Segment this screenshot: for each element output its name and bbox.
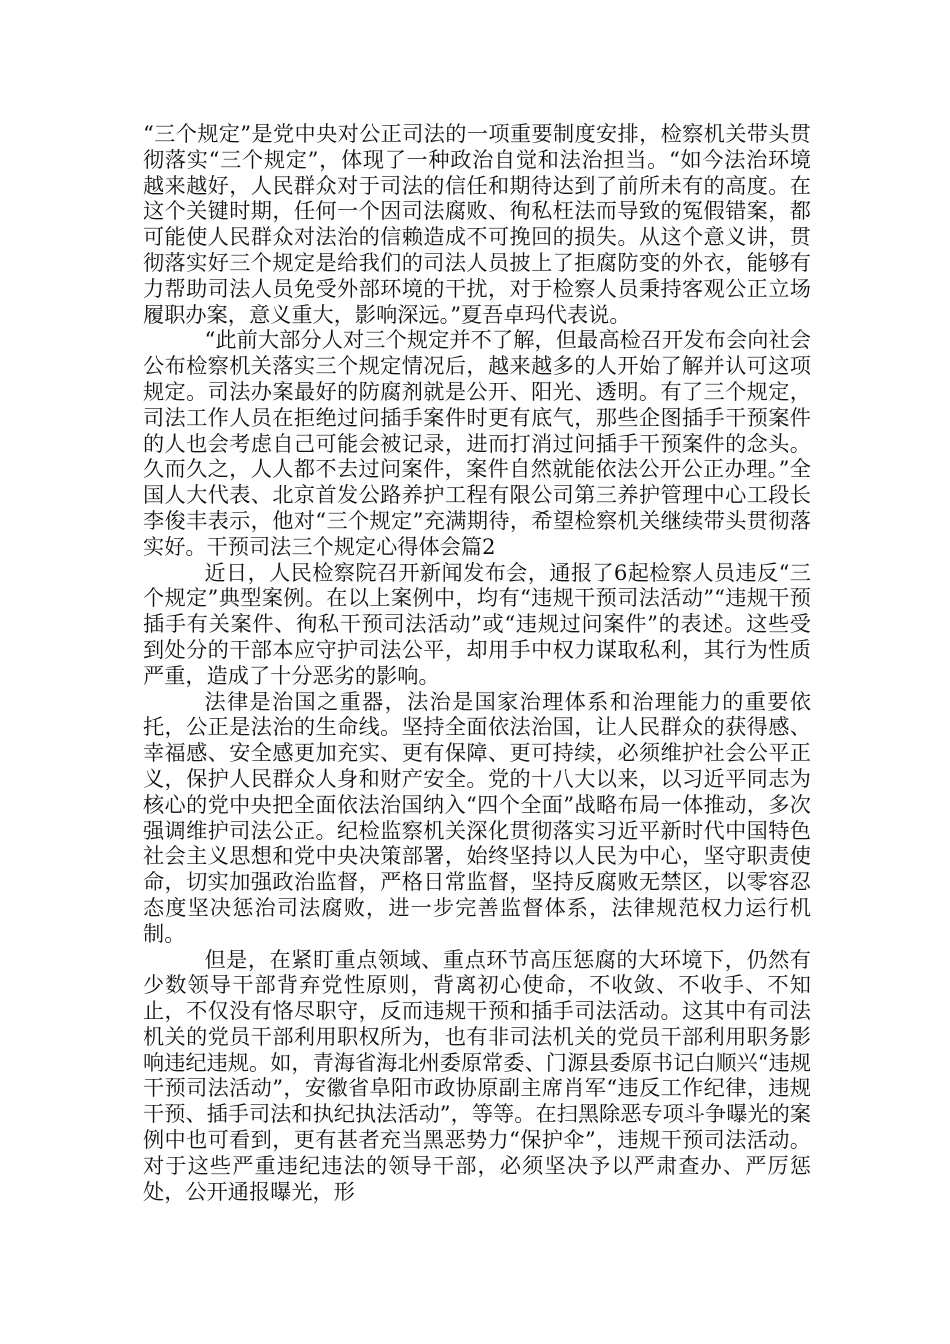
paragraph-3: 近日，人民检察院召开新闻发布会，通报了6起检察人员违反“三个规定”典型案例。在以上案例中，均有“违规干预司法活动”“违规干预插手有关案件、徇私干预司法活动”或“违规过问案件”的表述。这些受到处分的干部本应守护司法公平，却用手中权力谋取私利，其行为性质严重，造成了十分恶劣的影响。 bbox=[143, 559, 811, 688]
paragraph-4: 法律是治国之重器，法治是国家治理体系和治理能力的重要依托，公正是法治的生命线。坚持全面依法治国，让人民群众的获得感、幸福感、安全感更加充实、更有保障、更可持续，必须维护社会公平正义，保护人民群众人身和财产安全。党的十八大以来，以习近平同志为核心的党中央把全面依法治国纳入“四个全面”战略布局一体推动，多次强调维护司法公正。纪检监察机关深化贯彻落实习近平新时代中国特色社会主义思想和党中央决策部署，始终坚持以人民为中心，坚守职责使命，切实加强政治监督，严格日常监督，坚持反腐败无禁区，以零容忍态度坚决惩治司法腐败，进一步完善监督体系，法律规范权力运行机制。 bbox=[143, 688, 811, 946]
document-body bbox=[143, 121, 811, 1204]
paragraph-2: “此前大部分人对三个规定并不了解，但最高检召开发布会向社会公布检察机关落实三个规定情况后，越来越多的人开始了解并认可这项规定。司法办案最好的防腐剂就是公开、阳光、透明。有了三个规定，司法工作人员在拒绝过问插手案件时更有底气，那些企图插手干预案件的人也会考虑自己可能会被记录，进而打消过问插手干预案件的念头。久而久之，人人都不去过问案件，案件自然就能依法公开公正办理。”全国人大代表、北京首发公路养护工程有限公司第三养护管理中心工段长李俊丰表示，他对“三个规定”充满期待，希望检察机关继续带头贯彻落实好。干预司法三个规定心得体会篇2 bbox=[143, 327, 811, 559]
paragraph-5: 但是，在紧盯重点领域、重点环节高压惩腐的大环境下，仍然有少数领导干部背弃党性原则，背离初心使命，不收敛、不收手、不知止，不仅没有恪尽职守，反而违规干预和插手司法活动。这其中有司法机关的党员干部利用职权所为，也有非司法机关的党员干部利用职务影响违纪违规。如，青海省海北州委原常委、门源县委原书记白顺兴“违规干预司法活动”，安徽省阜阳市政协原副主席肖军“违反工作纪律，违规干预、插手司法和执纪执法活动”，等等。在扫黑除恶专项斗争曝光的案例中也可看到，更有甚者充当黑恶势力“保护伞”，违规干预司法活动。对于这些严重违纪违法的领导干部，必须坚决予以严肃查办、严厉惩处，公开通报曝光，形 bbox=[143, 946, 811, 1204]
paragraph-1: “三个规定”是党中央对公正司法的一项重要制度安排，检察机关带头贯彻落实“三个规定”，体现了一种政治自觉和法治担当。“如今法治环境越来越好，人民群众对于司法的信任和期待达到了前所未有的高度。在这个关键时期，任何一个因司法腐败、徇私枉法而导致的冤假错案，都可能使人民群众对法治的信赖造成不可挽回的损失。从这个意义讲，贯彻落实好三个规定是给我们的司法人员披上了拒腐防变的外衣，能够有力帮助司法人员免受外部环境的干扰，对于检察人员秉持客观公正立场履职办案，意义重大，影响深远。”夏吾卓玛代表说。 bbox=[143, 121, 811, 327]
